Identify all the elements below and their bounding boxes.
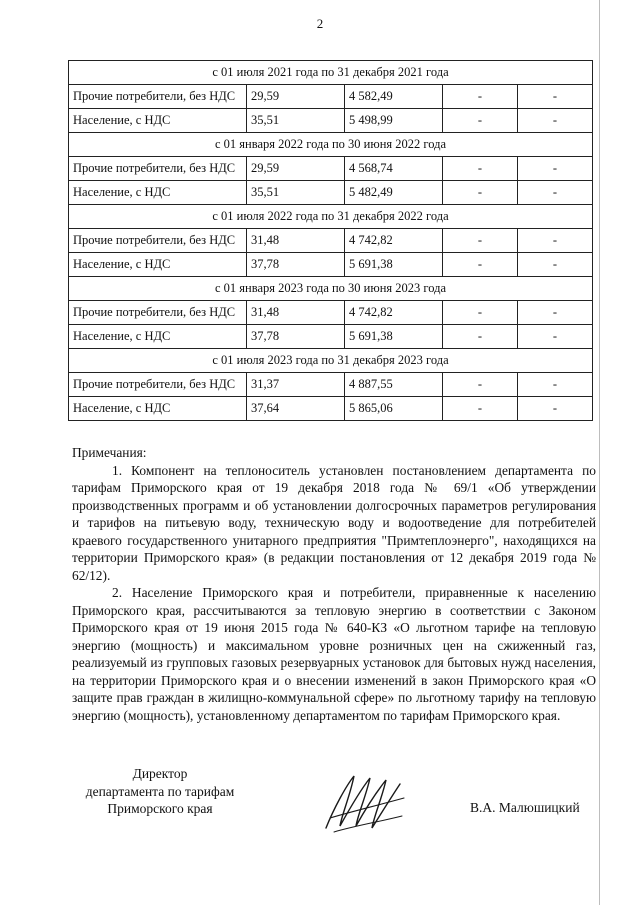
value-cell: - <box>443 325 518 349</box>
value-cell: 31,48 <box>247 301 345 325</box>
value-cell: 4 742,82 <box>345 229 443 253</box>
value-cell: - <box>518 253 593 277</box>
value-cell: - <box>518 397 593 421</box>
value-cell: 31,48 <box>247 229 345 253</box>
value-cell: - <box>443 253 518 277</box>
value-cell: 5 691,38 <box>345 253 443 277</box>
table-row <box>69 301 593 325</box>
table-row <box>69 229 593 253</box>
tariff-table <box>68 60 593 421</box>
table-row <box>69 397 593 421</box>
table-row <box>69 85 593 109</box>
consumer-cell: Прочие потребители, без НДС <box>69 301 247 325</box>
consumer-cell: Население, с НДС <box>69 109 247 133</box>
period-row <box>69 277 593 301</box>
consumer-cell: Население, с НДС <box>69 253 247 277</box>
period-row <box>69 61 593 85</box>
consumer-cell: Прочие потребители, без НДС <box>69 229 247 253</box>
value-cell: 35,51 <box>247 181 345 205</box>
signatory-title-line: департамента по тарифам <box>85 783 235 799</box>
page-number: 2 <box>316 16 324 31</box>
signatory-title-line: Директор <box>132 766 188 781</box>
note-1: 1. Компонент на теплоноситель установлен постановлением департамента по тарифам Приморского края от 19 декабря 2018 года № 69/1 «Об утверждении производственных программ и об установлении долгосрочных параметров регулирования и тарифов на питьевую воду, техническую воду и водоотведение для потребителей краевого государственного унитарного предприятия "Примтеплоэнерго", находящихся на территории Приморского края» (в редакции постановления от 12 декабря 2019 года № 62/12). <box>72 462 596 583</box>
value-cell: - <box>443 301 518 325</box>
period-row <box>69 205 593 229</box>
value-cell: - <box>443 157 518 181</box>
value-cell: - <box>443 181 518 205</box>
signatory-name: В.А. Малюшицкий <box>470 800 580 815</box>
value-cell: - <box>518 325 593 349</box>
value-cell: - <box>518 301 593 325</box>
value-cell: - <box>518 181 593 205</box>
signatory-title <box>60 765 260 818</box>
signatory-title-line: Приморского края <box>107 801 213 816</box>
value-cell: 4 887,55 <box>345 373 443 397</box>
note-2: 2. Население Приморского края и потребители, приравненные к населению Приморского края, рассчитываются за тепловую энергию в соответствии с Законом Приморского края от 19 июня 2015 года № 640-КЗ «О льготном тарифе на тепловую энергию (мощность) и максимальном уровне розничных цен на сжиженный газ, реализуемый из групповых газовых резервуарных установок для бытовых нужд населения, на территории Приморского края и о внесении изменений в закон Приморского края «О защите прав граждан в жилищно-коммунальной сфере» по льготному тарифу на тепловую энергию (мощность), установленному департаментом по тарифам Приморского края. <box>72 585 596 723</box>
value-cell: 4 568,74 <box>345 157 443 181</box>
page-edge-line <box>599 0 600 905</box>
consumer-cell: Население, с НДС <box>69 325 247 349</box>
value-cell: 5 691,38 <box>345 325 443 349</box>
value-cell: - <box>518 85 593 109</box>
consumer-cell: Прочие потребители, без НДС <box>69 85 247 109</box>
period-label: с 01 января 2022 года по 30 июня 2022 года <box>69 133 593 157</box>
period-label: с 01 июля 2021 года по 31 декабря 2021 года <box>69 61 593 85</box>
table-row <box>69 325 593 349</box>
value-cell: - <box>518 229 593 253</box>
period-row <box>69 133 593 157</box>
value-cell: 5 498,99 <box>345 109 443 133</box>
value-cell: 37,64 <box>247 397 345 421</box>
value-cell: 31,37 <box>247 373 345 397</box>
value-cell: - <box>518 109 593 133</box>
handwritten-signature <box>320 768 410 838</box>
notes <box>72 444 596 724</box>
value-cell: 37,78 <box>247 325 345 349</box>
consumer-cell: Прочие потребители, без НДС <box>69 157 247 181</box>
value-cell: 5 865,06 <box>345 397 443 421</box>
period-label: с 01 июля 2023 года по 31 декабря 2023 года <box>69 349 593 373</box>
value-cell: - <box>443 229 518 253</box>
table-row <box>69 109 593 133</box>
value-cell: - <box>518 373 593 397</box>
table-row <box>69 373 593 397</box>
period-row <box>69 349 593 373</box>
period-label: с 01 июля 2022 года по 31 декабря 2022 года <box>69 205 593 229</box>
value-cell: 5 482,49 <box>345 181 443 205</box>
value-cell: - <box>443 373 518 397</box>
value-cell: - <box>443 109 518 133</box>
table-row <box>69 253 593 277</box>
value-cell: - <box>443 85 518 109</box>
value-cell: - <box>443 397 518 421</box>
notes-heading: Примечания: <box>72 445 147 460</box>
value-cell: - <box>518 157 593 181</box>
table-row <box>69 157 593 181</box>
value-cell: 29,59 <box>247 85 345 109</box>
value-cell: 4 582,49 <box>345 85 443 109</box>
consumer-cell: Прочие потребители, без НДС <box>69 373 247 397</box>
value-cell: 29,59 <box>247 157 345 181</box>
value-cell: 37,78 <box>247 253 345 277</box>
consumer-cell: Население, с НДС <box>69 181 247 205</box>
table-row <box>69 181 593 205</box>
value-cell: 35,51 <box>247 109 345 133</box>
value-cell: 4 742,82 <box>345 301 443 325</box>
consumer-cell: Население, с НДС <box>69 397 247 421</box>
period-label: с 01 января 2023 года по 30 июня 2023 года <box>69 277 593 301</box>
